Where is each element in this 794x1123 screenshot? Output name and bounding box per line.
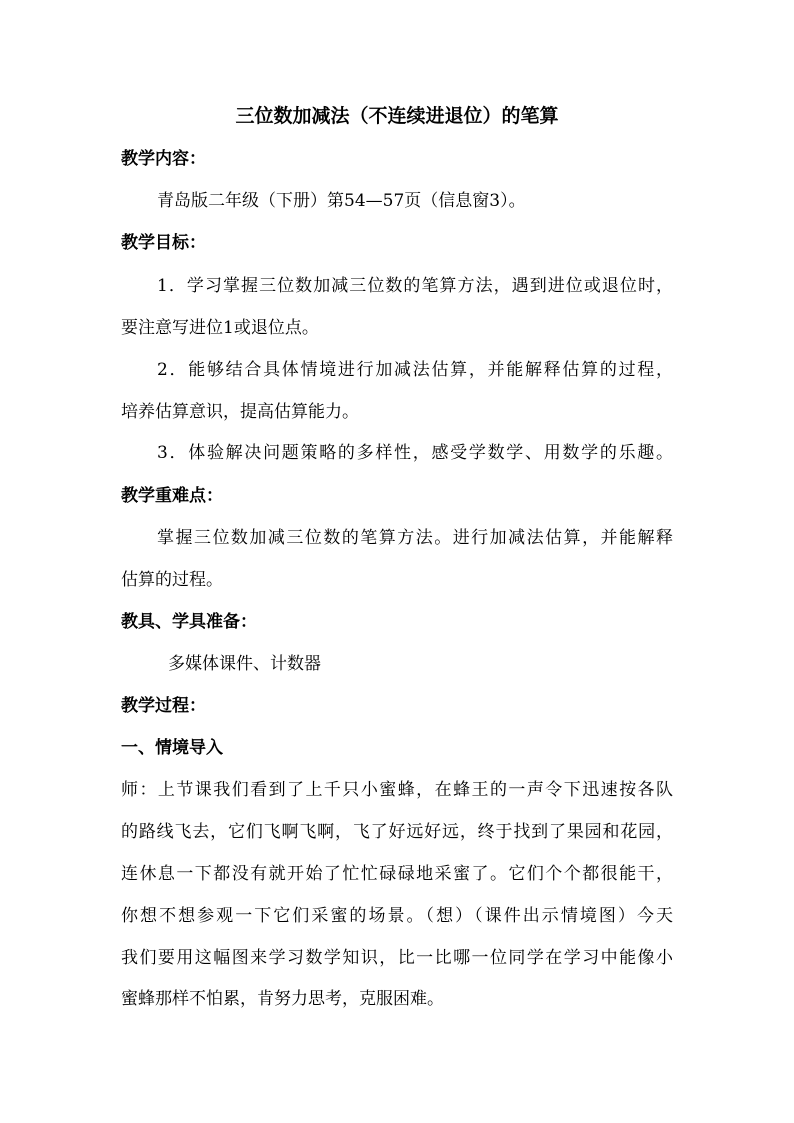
key-points-line-2: 估算的过程。 bbox=[121, 570, 223, 590]
teacher-line-5: 我们要用这幅图来学习数学知识，比一比哪一位同学在学习中能像小 bbox=[121, 948, 673, 968]
teacher-line-2: 的路线飞去，它们飞啊飞啊，飞了好远好远，终于找到了果园和花园， bbox=[121, 822, 673, 842]
goal-3: 3．体验解决问题策略的多样性，感受学数学、用数学的乐趣。 bbox=[157, 443, 673, 463]
heading-teaching-process: 教学过程： bbox=[121, 696, 206, 716]
teacher-line-3: 连休息一下都没有就开始了忙忙碌碌地采蜜了。它们个个都很能干， bbox=[121, 864, 673, 884]
heading-tools: 教具、学具准备： bbox=[121, 612, 257, 632]
teacher-line-4: 你想不想参观一下它们采蜜的场景。（想）（课件出示情境图）今天 bbox=[121, 906, 673, 926]
goal-2-line-2: 培养估算意识，提高估算能力。 bbox=[121, 402, 359, 422]
teacher-line-1: 师：上节课我们看到了上千只小蜜蜂，在蜂王的一声令下迅速按各队 bbox=[121, 780, 673, 800]
teacher-line-6: 蜜蜂那样不怕累，肯努力思考，克服困难。 bbox=[121, 989, 444, 1009]
key-points-line-1: 掌握三位数加减三位数的笔算方法。进行加减法估算，并能解释 bbox=[157, 528, 673, 548]
heading-teaching-goals: 教学目标： bbox=[121, 233, 206, 253]
tools-text: 多媒体课件、计数器 bbox=[168, 654, 321, 674]
heading-teaching-content: 教学内容： bbox=[121, 149, 206, 169]
goal-1-line-1: 1．学习掌握三位数加减三位数的笔算方法，遇到进位或退位时， bbox=[157, 276, 673, 296]
document-title: 三位数加减法（不连续进退位）的笔算 bbox=[235, 105, 559, 127]
goal-1-line-2: 要注意写进位1或退位点。 bbox=[121, 318, 319, 338]
teaching-content-text: 青岛版二年级（下册）第54—57页（信息窗3）。 bbox=[157, 191, 526, 211]
goal-2-line-1: 2．能够结合具体情境进行加减法估算，并能解释估算的过程， bbox=[157, 360, 673, 380]
heading-key-points: 教学重难点： bbox=[121, 486, 223, 506]
heading-scenario-intro: 一、情境导入 bbox=[121, 738, 223, 758]
